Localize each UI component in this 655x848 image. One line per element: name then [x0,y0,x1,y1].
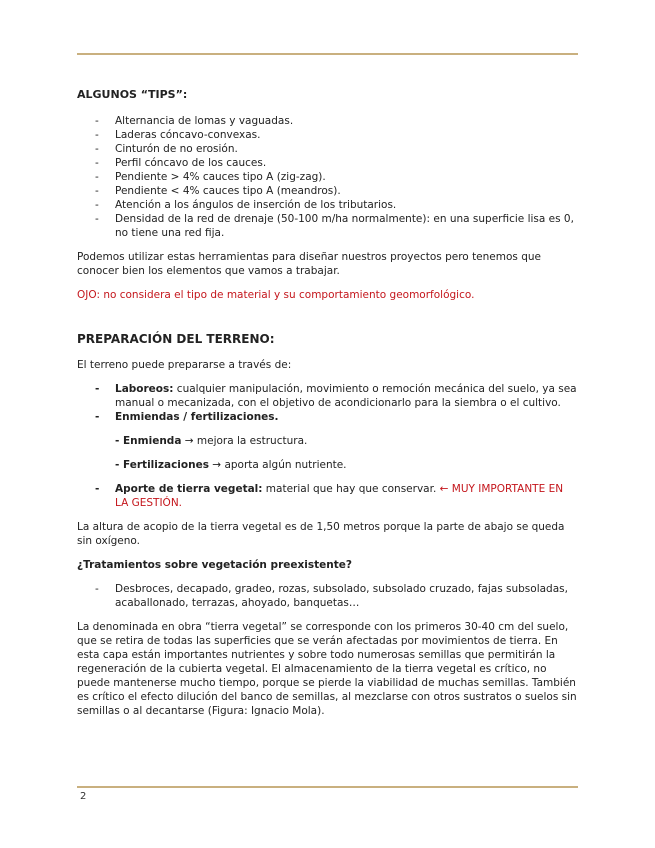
preparacion-list [77,382,579,424]
laboreos-label: Laboreos: [115,383,174,395]
altura-paragraph: La altura de acopio de la tierra vegetal es de 1,50 metros porque la parte de abajo se queda sin oxígeno. [77,521,565,547]
preparacion-heading: PREPARACIÓN DEL TERRENO: [77,332,275,346]
page-number: 2 [80,791,87,802]
list-item: - Desbroces, decapado, gradeo, rozas, subsolado, subsolado cruzado, fajas subsoladas, acaballonado, terrazas, ahoyado, banquetas… [77,582,579,610]
tips-list [77,114,579,240]
footer-rule [77,786,578,788]
list-item: - Cinturón de no erosión. [77,142,579,156]
aporte-label: Aporte de tierra vegetal: [115,483,263,495]
laboreos-text: cualquier manipulación, movimiento o remoción mecánica del suelo, ya sea manual o mecanizada, con el objetivo de acondicionarlo para la siembra o el cultivo. [115,383,577,409]
tips-heading: ALGUNOS “TIPS”: [77,88,188,101]
preparacion-intro: El terreno puede prepararse a través de: [77,359,292,371]
fertilizaciones-label: - Fertilizaciones [115,459,209,471]
enmiendas-label: Enmiendas / fertilizaciones. [115,411,279,423]
tierra-vegetal-paragraph: La denominada en obra “tierra vegetal” se corresponde con los primeros 30-40 cm del suelo, que se retira de todas las superficies que se verán afectadas por movimientos de tierra. En esta capa están importantes nutrientes y sobre todo numerosas semillas que permitirán la regeneración de la cubierta vegetal. El almacenamiento de la tierra vegetal es crítico, no puede mantenerse mucho tiempo, porque se pierde la viabilidad de muchas semillas. También es crítico el efecto dilución del banco de semillas, al mezclarse con otros sustratos o suelos sin semillas o al decantarse (Figura: Ignacio Mola). [77,621,577,717]
list-item: - Perfil cóncavo de los cauces. [77,156,579,170]
tips-paragraph: Podemos utilizar estas herramientas para diseñar nuestros proyectos pero tenemos que conocer bien los elementos que vamos a trabajar. [77,251,541,277]
list-item-enmiendas [77,410,579,424]
tratamientos-list [77,582,579,610]
page-content [77,88,579,728]
list-item: - Atención a los ángulos de inserción de los tributarios. [77,198,579,212]
fertilizaciones-line [77,458,579,472]
aporte-list [77,482,579,510]
enmienda-label: - Enmienda [115,435,182,447]
fertilizaciones-text: → aporta algún nutriente. [208,459,347,471]
list-item: - Alternancia de lomas y vaguadas. [77,114,579,128]
list-item: - Pendiente > 4% cauces tipo A (zig-zag). [77,170,579,184]
tips-warning: OJO: no considera el tipo de material y su comportamiento geomorfológico. [77,289,475,301]
aporte-text: material que hay que conservar. [262,483,440,495]
enmienda-text: → mejora la estructura. [181,435,308,447]
enmienda-line [77,434,579,448]
list-item-aporte [77,482,579,510]
list-item: - Densidad de la red de drenaje (50-100 m/ha normalmente): en una superficie lisa es 0, no tiene una red fija. [77,212,579,240]
aporte-warning: ← MUY IMPORTANTE EN LA GESTIÓN. [115,483,564,509]
list-item: - Laderas cóncavo-convexas. [77,128,579,142]
header-rule [77,53,578,55]
list-item: - Pendiente < 4% cauces tipo A (meandros). [77,184,579,198]
tratamientos-heading: ¿Tratamientos sobre vegetación preexistente? [77,559,352,571]
list-item-laboreos [77,382,579,410]
